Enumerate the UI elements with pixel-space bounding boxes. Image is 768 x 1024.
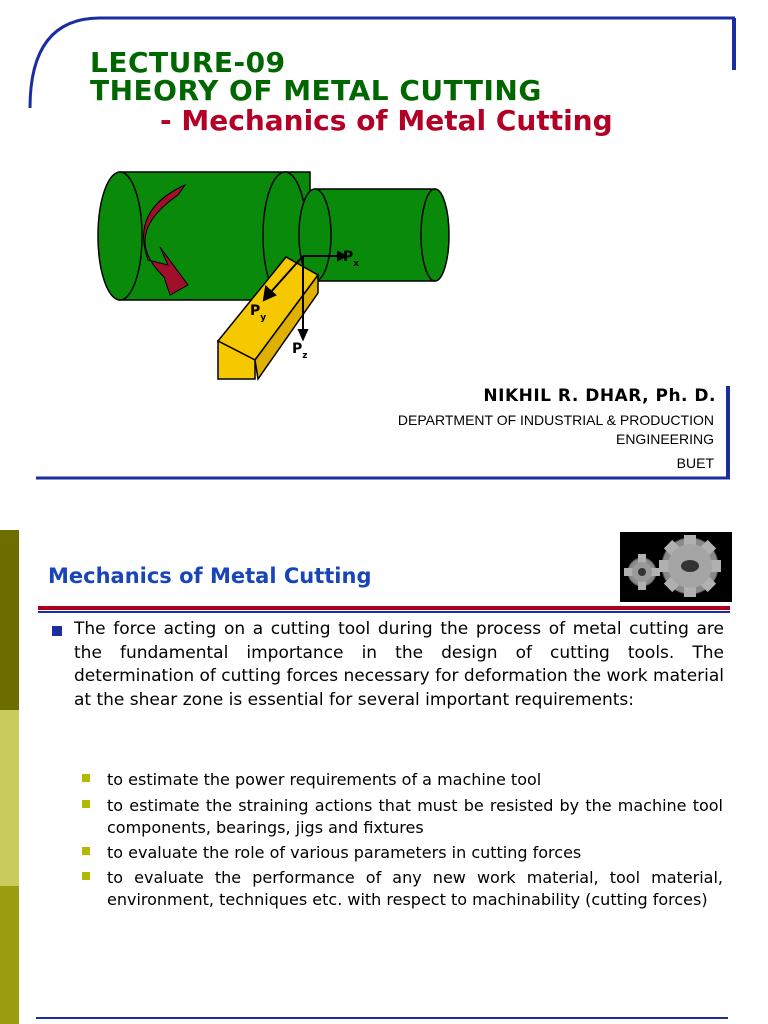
department-line-2: ENGINEERING — [615, 431, 714, 447]
cutting-tool-illustration — [90, 165, 460, 390]
bullet-item: to estimate the straining actions that must be resisted by the machine tool components, bearings, jigs and fixtures — [107, 796, 723, 837]
institution: BUET — [676, 455, 714, 471]
gears-icon — [620, 532, 732, 602]
sidebar-segment-dark — [0, 530, 19, 710]
workpiece-small-cylinder — [299, 189, 449, 281]
force-z-label: P — [292, 341, 303, 357]
author-name: NIKHIL R. DHAR, Ph. D. — [483, 386, 716, 406]
sidebar-segment-light — [0, 710, 19, 886]
title-rule-blue — [38, 611, 730, 613]
bullet-item: to estimate the power requirements of a machine tool — [107, 770, 542, 789]
svg-text:Pz — [292, 341, 308, 361]
sub-bullet-icon — [82, 800, 90, 808]
bullet-item: to evaluate the performance of any new work material, tool material, environment, techniques etc. with respect to machinability (cutting forces) — [107, 868, 723, 909]
content-slide — [0, 530, 768, 1024]
slide-gap — [0, 500, 768, 530]
force-y-label: P — [250, 303, 261, 319]
force-x-label: P — [343, 249, 354, 265]
lecture-title: THEORY OF METAL CUTTING — [90, 74, 542, 107]
sub-bullet-icon — [82, 872, 90, 880]
force-z-subscript: z — [302, 351, 308, 361]
slide-title: Mechanics of Metal Cutting — [48, 564, 372, 588]
bullet-item: to evaluate the role of various parameters in cutting forces — [107, 843, 582, 862]
sub-bullet-icon — [82, 774, 90, 782]
footer-line — [36, 1017, 728, 1019]
main-paragraph: The force acting on a cutting tool during the process of metal cutting are the fundamental importance in the design of cutting tools. The determination of cutting forces necessary for deformation the work material at the shear zone is essential for several important requirements: — [74, 619, 724, 710]
title-slide — [0, 0, 768, 500]
sub-bullet-icon — [82, 847, 90, 855]
department-line-1: DEPARTMENT OF INDUSTRIAL & PRODUCTION — [397, 412, 714, 428]
sidebar-segment-mid — [0, 886, 19, 1024]
title-rule-red — [38, 606, 730, 610]
force-y-subscript: y — [260, 313, 267, 323]
force-x-subscript: x — [353, 259, 360, 269]
main-bullet-icon — [52, 626, 62, 636]
lecture-subtitle: - Mechanics of Metal Cutting — [160, 104, 613, 137]
lecture-number: LECTURE-09 — [90, 46, 286, 79]
